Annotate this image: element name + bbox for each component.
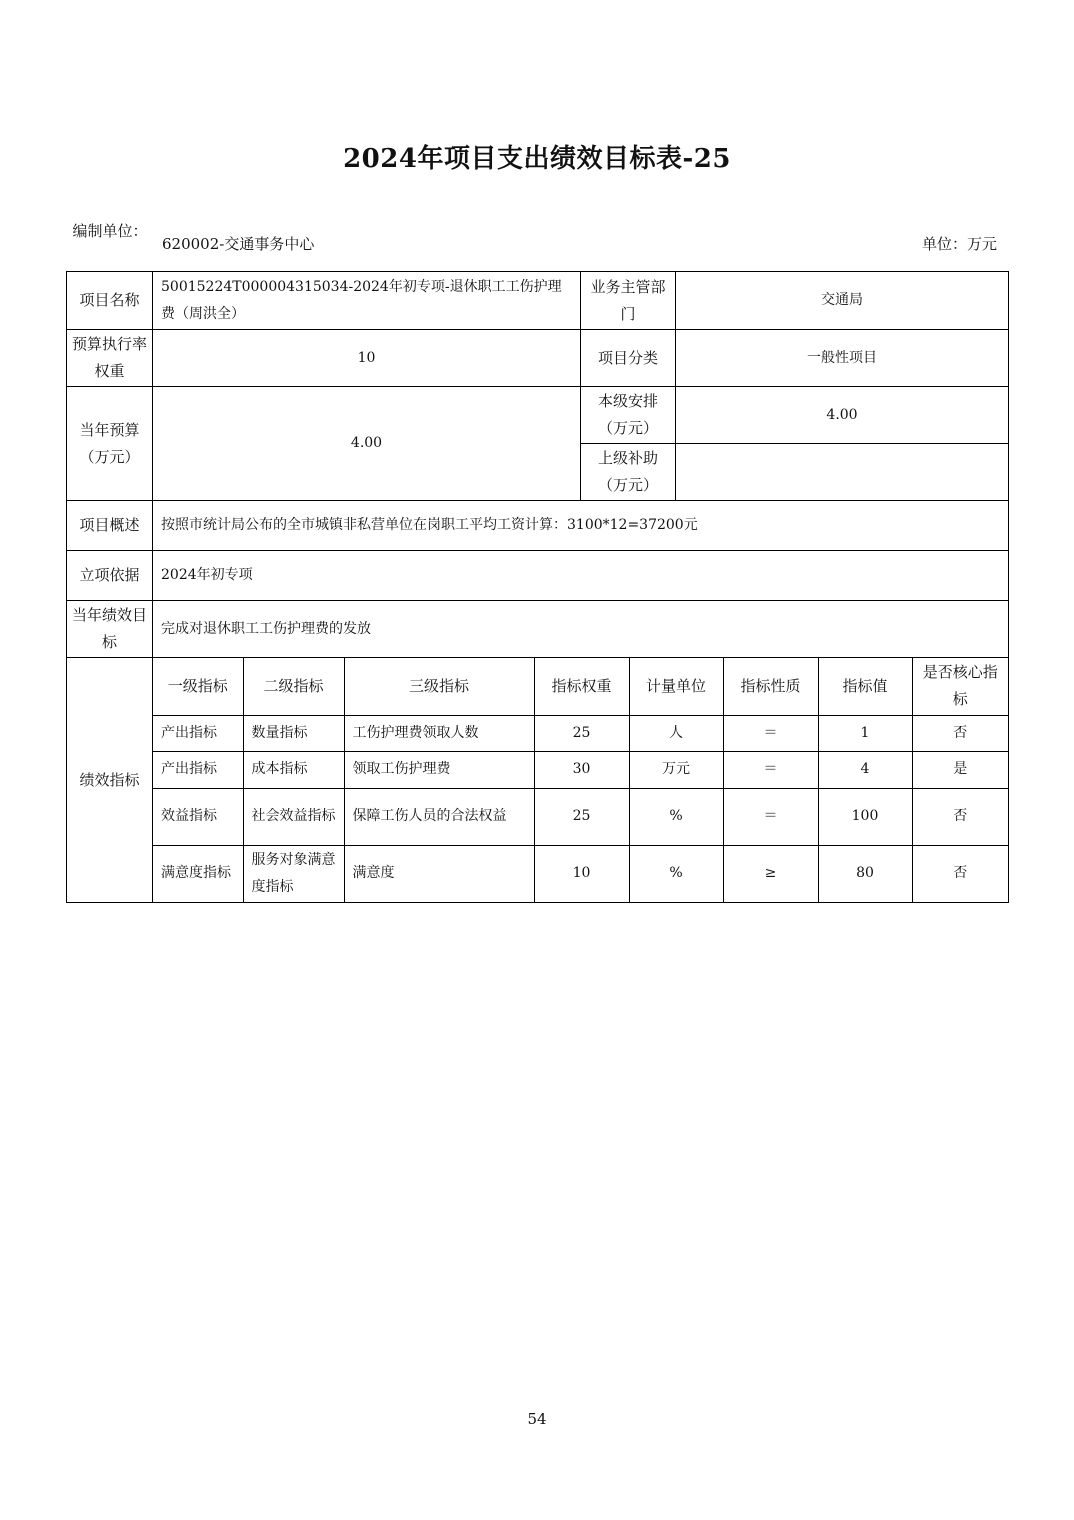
goal-value: 完成对退休职工工伤护理费的发放 [153,601,1009,658]
table-cell: 1 [818,715,912,751]
table-cell: 效益指标 [153,788,243,845]
table-cell: % [629,845,723,902]
category-label: 项目分类 [581,330,676,387]
dept-label: 业务主管部门 [581,272,676,330]
project-name-label: 项目名称 [67,272,153,330]
local-value: 4.00 [676,387,1009,444]
table-cell: 30 [534,751,629,788]
unit-value: 620002-交通事务中心 [162,235,315,253]
table-cell: 社会效益指标 [243,788,344,845]
table-cell: 25 [534,715,629,751]
table-row [153,751,1008,788]
perf-header: 二级指标 [243,658,344,715]
table-cell: 服务对象满意度指标 [243,845,344,902]
currency-unit: 单位：万元 [921,235,997,253]
table-cell: 人 [629,715,723,751]
local-label: 本级安排（万元） [581,387,676,444]
perf-header: 是否核心指标 [912,658,1008,715]
upper-value [676,444,1009,501]
table-cell: 产出指标 [153,751,243,788]
table-cell: 4 [818,751,912,788]
goal-label: 当年绩效目标 [67,601,153,658]
table-cell: 数量指标 [243,715,344,751]
table-cell: 万元 [629,751,723,788]
table-cell: 保障工伤人员的合法权益 [344,788,534,845]
table-cell: 领取工伤护理费 [344,751,534,788]
budget-value: 4.00 [153,387,581,501]
perf-cell [153,658,1009,903]
perf-header: 指标权重 [534,658,629,715]
perf-header-row [153,658,1008,715]
budget-label: 当年预算（万元） [67,387,153,501]
perf-label: 绩效指标 [67,658,153,903]
upper-label: 上级补助（万元） [581,444,676,501]
basis-value: 2024年初专项 [153,551,1009,601]
table-cell: 10 [534,845,629,902]
table-cell: 满意度 [344,845,534,902]
table-cell: ＝ [723,751,818,788]
perf-header: 指标性质 [723,658,818,715]
dept-value: 交通局 [676,272,1009,330]
table-row [153,788,1008,845]
table-cell: 满意度指标 [153,845,243,902]
table-cell: 产出指标 [153,715,243,751]
overview-label: 项目概述 [67,501,153,551]
page-number: 54 [527,1410,547,1428]
perf-header: 三级指标 [344,658,534,715]
table-cell: ＝ [723,715,818,751]
perf-header: 指标值 [818,658,912,715]
table-cell: 是 [912,751,1008,788]
category-value: 一般性项目 [676,330,1009,387]
unit-label: 编制单位： [72,222,148,240]
weight-label: 预算执行率权重 [67,330,153,387]
perf-table [153,658,1008,902]
table-cell: ≥ [723,845,818,902]
table-cell: 80 [818,845,912,902]
table-cell: % [629,788,723,845]
perf-header: 一级指标 [153,658,243,715]
table-cell: 成本指标 [243,751,344,788]
overview-value: 按照市统计局公布的全市城镇非私营单位在岗职工平均工资计算：3100*12=37200元 [153,501,1009,551]
perf-header: 计量单位 [629,658,723,715]
table-cell: 否 [912,715,1008,751]
table-cell: 否 [912,788,1008,845]
table-cell: ＝ [723,788,818,845]
table-cell: 否 [912,845,1008,902]
basis-label: 立项依据 [67,551,153,601]
table-cell: 工伤护理费领取人数 [344,715,534,751]
table-row [153,715,1008,751]
performance-goal-table [66,271,1009,903]
project-name-value: 50015224T000004315034-2024年初专项-退休职工工伤护理费（周洪全） [153,272,581,330]
table-cell: 25 [534,788,629,845]
table-cell: 100 [818,788,912,845]
table-row [153,845,1008,902]
page-title: 2024年项目支出绩效目标表-25 [343,144,731,174]
weight-value: 10 [153,330,581,387]
